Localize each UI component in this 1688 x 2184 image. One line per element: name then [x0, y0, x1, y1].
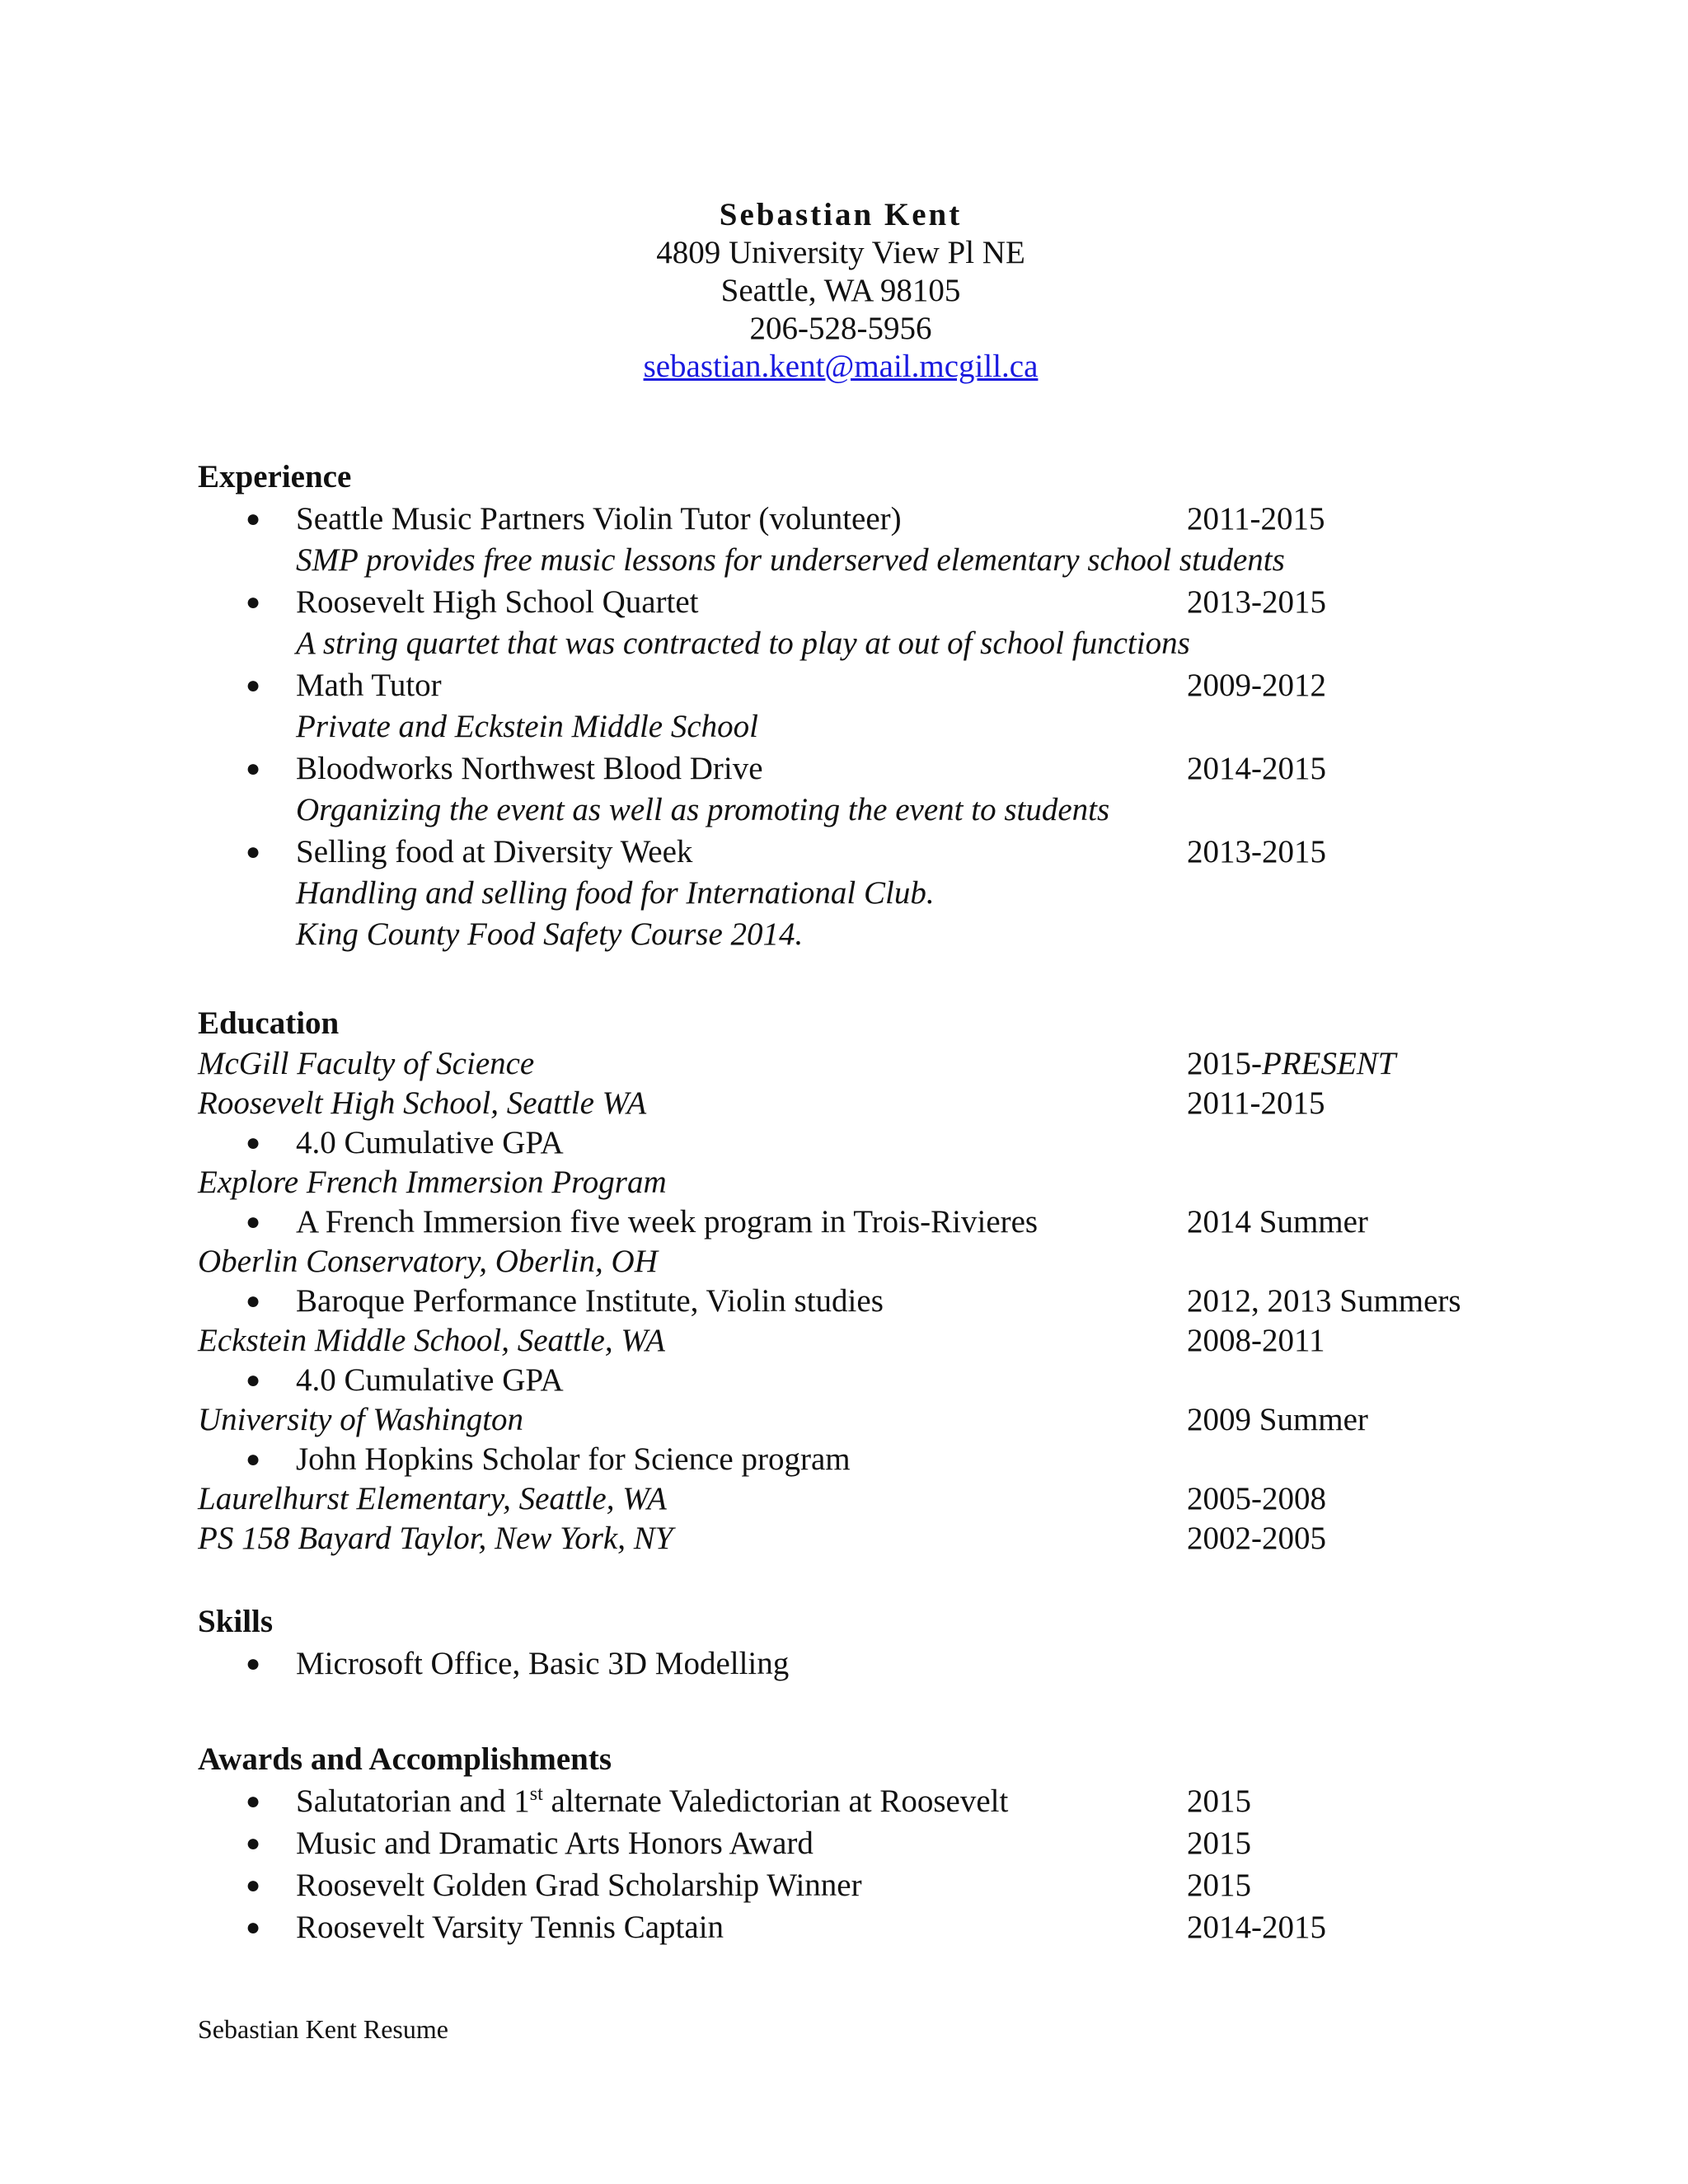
education-detail [198, 1440, 1484, 1479]
education-school [198, 1519, 1484, 1558]
award-label: Music and Dramatic Arts Honors Award [296, 1825, 814, 1861]
skills-heading: Skills [198, 1604, 274, 1639]
award-item [198, 1780, 1484, 1822]
education-detail [198, 1282, 1484, 1321]
email-link[interactable]: sebastian.kent@mail.mcgill.ca [643, 349, 1039, 384]
education-heading: Education [198, 1005, 340, 1041]
education-school [198, 1084, 1484, 1123]
date-present: PRESENT [1262, 1046, 1396, 1081]
experience-list [198, 498, 1484, 955]
address-line-1: 4809 University View Pl NE [656, 235, 1025, 270]
experience-date: 2013-2015 [1187, 834, 1326, 869]
experience-item [198, 748, 1484, 790]
bullet-icon: ● [246, 1830, 261, 1857]
education-school [198, 1400, 1484, 1440]
bullet-icon: ● [246, 1446, 261, 1473]
award-item [198, 1906, 1484, 1948]
awards-section [198, 1739, 1484, 1948]
education-school [198, 1242, 1484, 1282]
education-date: 2011-2015 [1187, 1085, 1325, 1121]
experience-section [198, 457, 1484, 955]
award-item [198, 1864, 1484, 1906]
bullet-icon: ● [246, 1914, 261, 1941]
education-detail-label: 4.0 Cumulative GPA [296, 1125, 564, 1160]
experience-title: Selling food at Diversity Week [296, 834, 693, 869]
bullet-icon: ● [246, 1287, 261, 1315]
education-date: 2008-2011 [1187, 1323, 1325, 1358]
phone-number: 206-528-5956 [749, 311, 932, 346]
bullet-icon: ● [246, 672, 261, 699]
education-school [198, 1321, 1484, 1361]
bullet-icon: ● [246, 1208, 261, 1235]
experience-description: A string quartet that was contracted to play at out of school functions [296, 626, 1190, 661]
bullet-icon: ● [246, 1788, 261, 1815]
skill-item [198, 1643, 1484, 1685]
experience-item [198, 498, 1484, 540]
experience-description: Organizing the event as well as promoting the event to students [296, 792, 1110, 827]
bullet-icon: ● [246, 588, 261, 616]
skills-list [198, 1643, 1484, 1685]
skill-label: Microsoft Office, Basic 3D Modelling [296, 1646, 790, 1681]
education-list [198, 1044, 1484, 1558]
school-name: PS 158 Bayard Taylor, New York, NY [198, 1521, 673, 1556]
award-date: 2015 [1187, 1783, 1251, 1819]
experience-date: 2013-2015 [1187, 584, 1326, 620]
experience-title: Bloodworks Northwest Blood Drive [296, 751, 763, 786]
education-date: 2015-PRESENT [1187, 1046, 1396, 1081]
experience-description: Private and Eckstein Middle School [296, 709, 759, 744]
education-section [198, 1003, 1484, 1558]
education-date: 2005-2008 [1187, 1481, 1326, 1516]
school-name: Laurelhurst Elementary, Seattle, WA [198, 1481, 667, 1516]
awards-list [198, 1822, 1484, 1948]
bullet-icon: ● [246, 1872, 261, 1899]
award-label: Salutatorian and 1st alternate Valedictorian at Roosevelt [296, 1783, 1009, 1819]
experience-item [198, 831, 1484, 873]
bullet-icon: ● [246, 1650, 261, 1677]
experience-item [198, 581, 1484, 623]
education-detail-label: A French Immersion five week program in Trois-Rivieres [296, 1204, 1039, 1240]
award-item [198, 1822, 1484, 1864]
award-date: 2015 [1187, 1868, 1251, 1903]
education-date: 2009 Summer [1187, 1402, 1368, 1437]
education-school [198, 1163, 1484, 1202]
experience-date: 2011-2015 [1187, 501, 1325, 537]
award-label: Roosevelt Golden Grad Scholarship Winner [296, 1868, 862, 1903]
award-date: 2014-2015 [1187, 1910, 1326, 1945]
school-name: Explore French Immersion Program [198, 1165, 667, 1200]
page-footer: Sebastian Kent Resume [198, 2014, 448, 2044]
bullet-icon: ● [246, 1129, 261, 1156]
school-name: Eckstein Middle School, Seattle, WA [198, 1323, 665, 1358]
award-label: Roosevelt Varsity Tennis Captain [296, 1910, 724, 1945]
education-school [198, 1479, 1484, 1519]
bullet-icon: ● [246, 1366, 261, 1394]
education-date: 2002-2005 [1187, 1521, 1326, 1556]
applicant-name: Sebastian Kent [719, 197, 963, 232]
bullet-icon: ● [246, 838, 261, 865]
experience-description: Handling and selling food for International Club. [296, 875, 935, 911]
education-detail-label: John Hopkins Scholar for Science program [296, 1441, 851, 1477]
experience-title: Roosevelt High School Quartet [296, 584, 699, 620]
school-name: Oberlin Conservatory, Oberlin, OH [198, 1244, 658, 1279]
bullet-icon: ● [246, 755, 261, 782]
experience-heading: Experience [198, 459, 352, 494]
skills-section [198, 1601, 1484, 1685]
education-school [198, 1044, 1484, 1084]
experience-date: 2014-2015 [1187, 751, 1326, 786]
school-name: University of Washington [198, 1402, 524, 1437]
experience-item [198, 664, 1484, 706]
experience-description: King County Food Safety Course 2014. [296, 916, 804, 952]
school-name: Roosevelt High School, Seattle WA [198, 1085, 647, 1121]
education-date: 2014 Summer [1187, 1204, 1368, 1240]
education-date: 2012, 2013 Summers [1187, 1283, 1461, 1319]
address-line-2: Seattle, WA 98105 [720, 273, 961, 308]
award-date: 2015 [1187, 1825, 1251, 1861]
bullet-icon: ● [246, 505, 261, 532]
awards-heading: Awards and Accomplishments [198, 1741, 612, 1777]
experience-description: SMP provides free music lessons for underserved elementary school students [296, 542, 1285, 578]
experience-title: Seattle Music Partners Violin Tutor (volunteer) [296, 501, 902, 537]
education-detail [198, 1202, 1484, 1242]
education-detail [198, 1123, 1484, 1163]
contact-header [0, 196, 1681, 386]
experience-date: 2009-2012 [1187, 668, 1326, 703]
experience-title: Math Tutor [296, 668, 442, 703]
education-detail [198, 1361, 1484, 1400]
education-detail-label: Baroque Performance Institute, Violin studies [296, 1283, 884, 1319]
education-detail-label: 4.0 Cumulative GPA [296, 1362, 564, 1398]
school-name: McGill Faculty of Science [198, 1046, 535, 1081]
